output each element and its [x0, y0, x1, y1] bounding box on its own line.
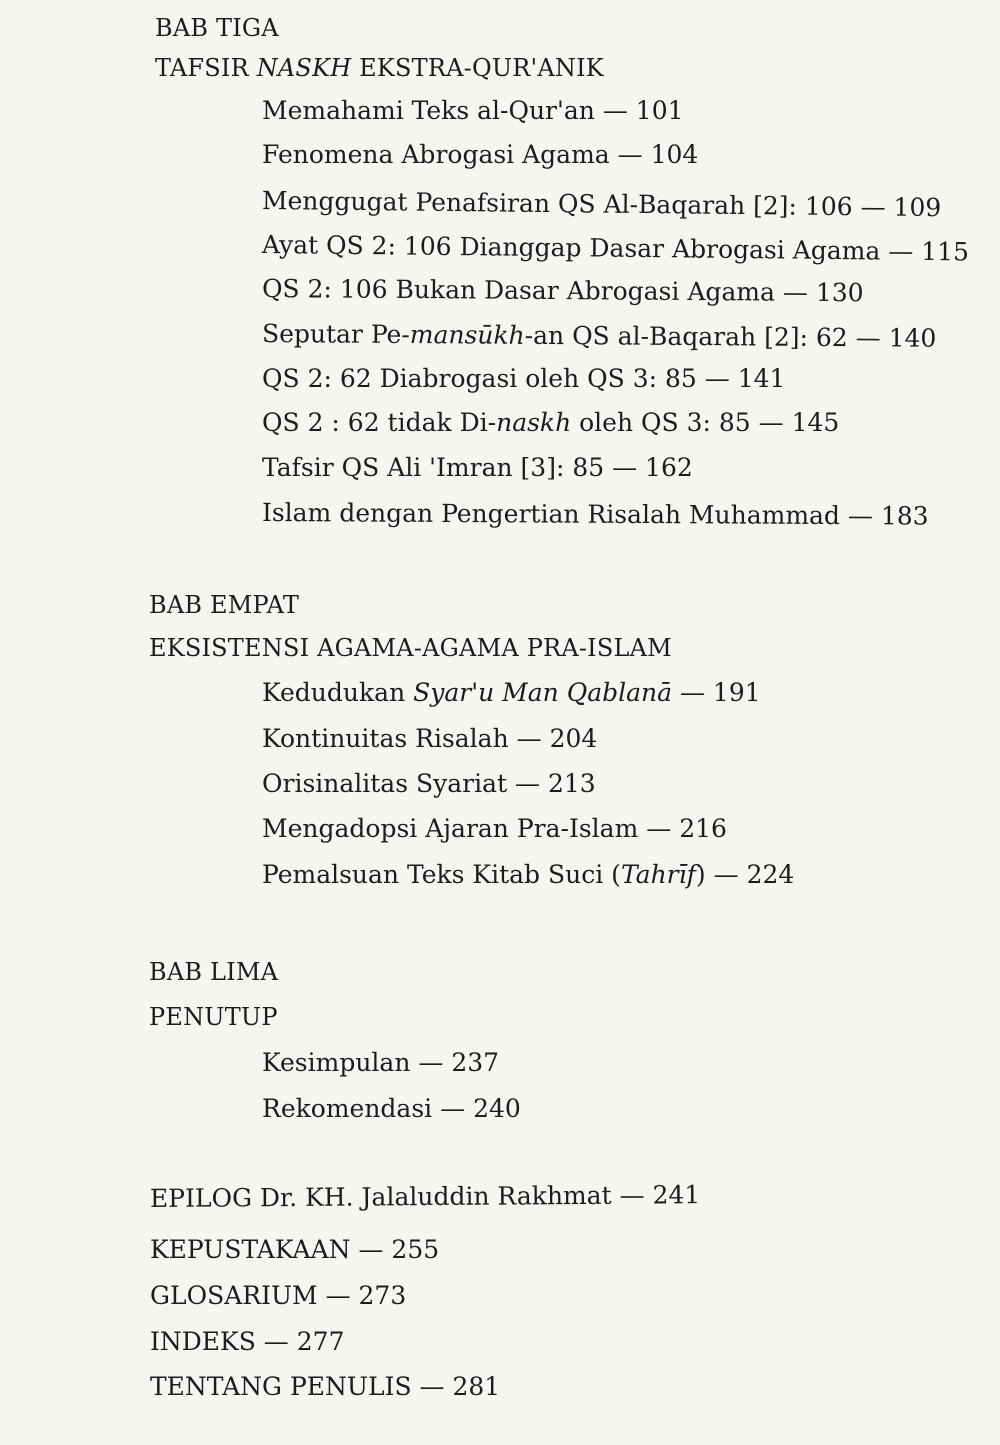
toc-entry[interactable]: [262, 771, 596, 796]
toc-entry-text: ): [695, 860, 706, 889]
toc-entry-text: Seputar Pe-: [261, 319, 410, 350]
toc-separator: —: [839, 501, 881, 531]
chapter3-label: BAB TIGA: [155, 14, 279, 42]
chapter3-title-post: EKSTRA-QUR'ANIK: [351, 54, 604, 82]
toc-separator: —: [350, 1235, 392, 1264]
toc-entry-text: GLOSARIUM: [150, 1281, 318, 1310]
toc-separator: —: [611, 1180, 653, 1210]
back-matter-entry[interactable]: [150, 1237, 439, 1262]
toc-entry-text-italic: mansūkh: [409, 320, 525, 350]
back-matter-entry[interactable]: [150, 1283, 406, 1308]
toc-entry[interactable]: [262, 862, 794, 887]
toc-entry[interactable]: [262, 98, 684, 123]
toc-entry-text: Ayat QS 2: 106 Dianggap Dasar Abrogasi Agama: [261, 230, 881, 266]
toc-separator: —: [696, 364, 738, 393]
toc-separator: —: [508, 724, 550, 753]
toc-page-number: 224: [746, 860, 795, 889]
toc-page-number: 255: [391, 1235, 440, 1264]
toc-separator: —: [410, 1048, 452, 1077]
toc-page-number: 141: [737, 364, 786, 393]
toc-separator: —: [847, 323, 889, 353]
toc-entry-text-italic: Tahrīf: [620, 860, 696, 889]
toc-entry-text: TENTANG PENULIS: [150, 1372, 412, 1401]
toc-entry[interactable]: [262, 816, 727, 841]
back-matter-entry[interactable]: [150, 1374, 500, 1399]
toc-page-number: 281: [452, 1372, 501, 1401]
toc-page-number: 145: [791, 408, 840, 437]
toc-separator: —: [507, 769, 548, 798]
toc-entry[interactable]: [261, 274, 864, 308]
toc-separator: —: [750, 408, 792, 437]
toc-entry-text: EPILOG Dr. KH. Jalaluddin Rakhmat: [149, 1180, 612, 1213]
toc-entry-text-italic: Syar'u Man Qablanā: [413, 678, 673, 707]
toc-separator: —: [638, 814, 680, 843]
toc-entry[interactable]: [262, 366, 785, 391]
toc-entry-text: Fenomena Abrogasi Agama: [262, 140, 610, 169]
toc-entry-text: QS 2: 106 Bukan Dasar Abrogasi Agama: [261, 274, 776, 307]
chapter3-title-pre: TAFSIR: [155, 54, 257, 82]
toc-separator: —: [705, 860, 747, 889]
toc-separator: —: [604, 453, 646, 482]
back-matter-entry[interactable]: [150, 1182, 700, 1211]
toc-separator: —: [609, 140, 651, 169]
chapter3-title-italic: NASKH: [256, 54, 352, 82]
toc-separator: —: [317, 1281, 359, 1310]
toc-separator: —: [774, 277, 816, 307]
chapter5-title: PENUTUP: [149, 1003, 278, 1031]
toc-entry[interactable]: [262, 410, 839, 435]
toc-entry-text: -an QS al-Baqarah [2]: 62: [524, 320, 848, 353]
toc-entry-text-italic: naskh: [496, 408, 572, 437]
back-matter-entry[interactable]: [150, 1329, 344, 1354]
toc-entry[interactable]: [262, 1050, 499, 1075]
toc-entry-text: Islam dengan Pengertian Risalah Muhammad: [261, 498, 841, 531]
toc-page-number: 237: [451, 1048, 500, 1077]
toc-entry[interactable]: [262, 142, 698, 167]
toc-page-number: 216: [679, 814, 727, 843]
toc-entry[interactable]: [262, 321, 937, 351]
toc-separator: —: [852, 192, 894, 222]
toc-entry-text: QS 2 : 62 tidak Di-: [262, 408, 497, 437]
toc-entry[interactable]: [262, 455, 693, 480]
toc-entry-text: KEPUSTAKAAN: [150, 1235, 351, 1264]
chapter4-title: EKSISTENSI AGAMA-AGAMA PRA-ISLAM: [149, 634, 672, 662]
toc-separator: —: [432, 1094, 474, 1123]
toc-separator: —: [594, 96, 636, 125]
toc-page-number: 101: [635, 96, 684, 125]
toc-page-number: 183: [880, 501, 929, 531]
toc-entry-text: Mengadopsi Ajaran Pra-Islam: [262, 814, 639, 843]
toc-separator: —: [255, 1327, 297, 1356]
chapter4-label: BAB EMPAT: [149, 591, 300, 619]
toc-entry-text: Kontinuitas Risalah: [262, 724, 509, 753]
toc-page-number: 130: [815, 277, 864, 308]
toc-entry-text: Kesimpulan: [262, 1048, 411, 1077]
toc-page-number: 204: [549, 724, 598, 753]
toc-entry[interactable]: [261, 186, 942, 223]
toc-page-number: 140: [888, 323, 937, 353]
toc-entry[interactable]: [261, 498, 929, 531]
toc-entry[interactable]: [262, 1096, 521, 1121]
toc-page-number: 240: [473, 1094, 521, 1123]
toc-page-number: 277: [296, 1327, 345, 1356]
toc-page-number: 104: [650, 140, 699, 169]
toc-entry-text: Orisinalitas Syariat: [262, 769, 508, 798]
toc-entry-text: QS 2: 62 Diabrogasi oleh QS 3: 85: [262, 364, 697, 393]
toc-entry[interactable]: [262, 726, 597, 751]
toc-entry-text: Rekomendasi: [262, 1094, 433, 1123]
toc-separator: —: [411, 1372, 453, 1401]
toc-page-number: 191: [712, 678, 761, 707]
toc-page-number: 109: [893, 192, 942, 223]
toc-entry-text: Kedudukan: [262, 678, 414, 707]
toc-page-number: 115: [921, 236, 970, 267]
chapter5-label: BAB LIMA: [149, 958, 279, 986]
toc-entry-text: INDEKS: [150, 1327, 256, 1356]
chapter3-title: [155, 56, 604, 80]
toc-separator: —: [672, 678, 713, 707]
toc-entry-text: Pemalsuan Teks Kitab Suci (: [262, 860, 621, 889]
toc-page-number: 241: [652, 1180, 701, 1210]
toc-entry-text: Memahami Teks al-Qur'an: [262, 96, 595, 125]
toc-entry[interactable]: [262, 680, 761, 705]
toc-page-number: 273: [358, 1281, 407, 1310]
toc-page-number: 162: [645, 453, 693, 482]
toc-entry[interactable]: [261, 230, 970, 267]
toc-page-number: 213: [547, 769, 596, 798]
toc-entry-text: oleh QS 3: 85: [571, 408, 751, 437]
toc-separator: —: [880, 236, 922, 266]
toc-entry-text: Tafsir QS Ali 'Imran [3]: 85: [262, 453, 605, 482]
toc-entry-text: Menggugat Penafsiran QS Al-Baqarah [2]: 106: [261, 186, 853, 222]
